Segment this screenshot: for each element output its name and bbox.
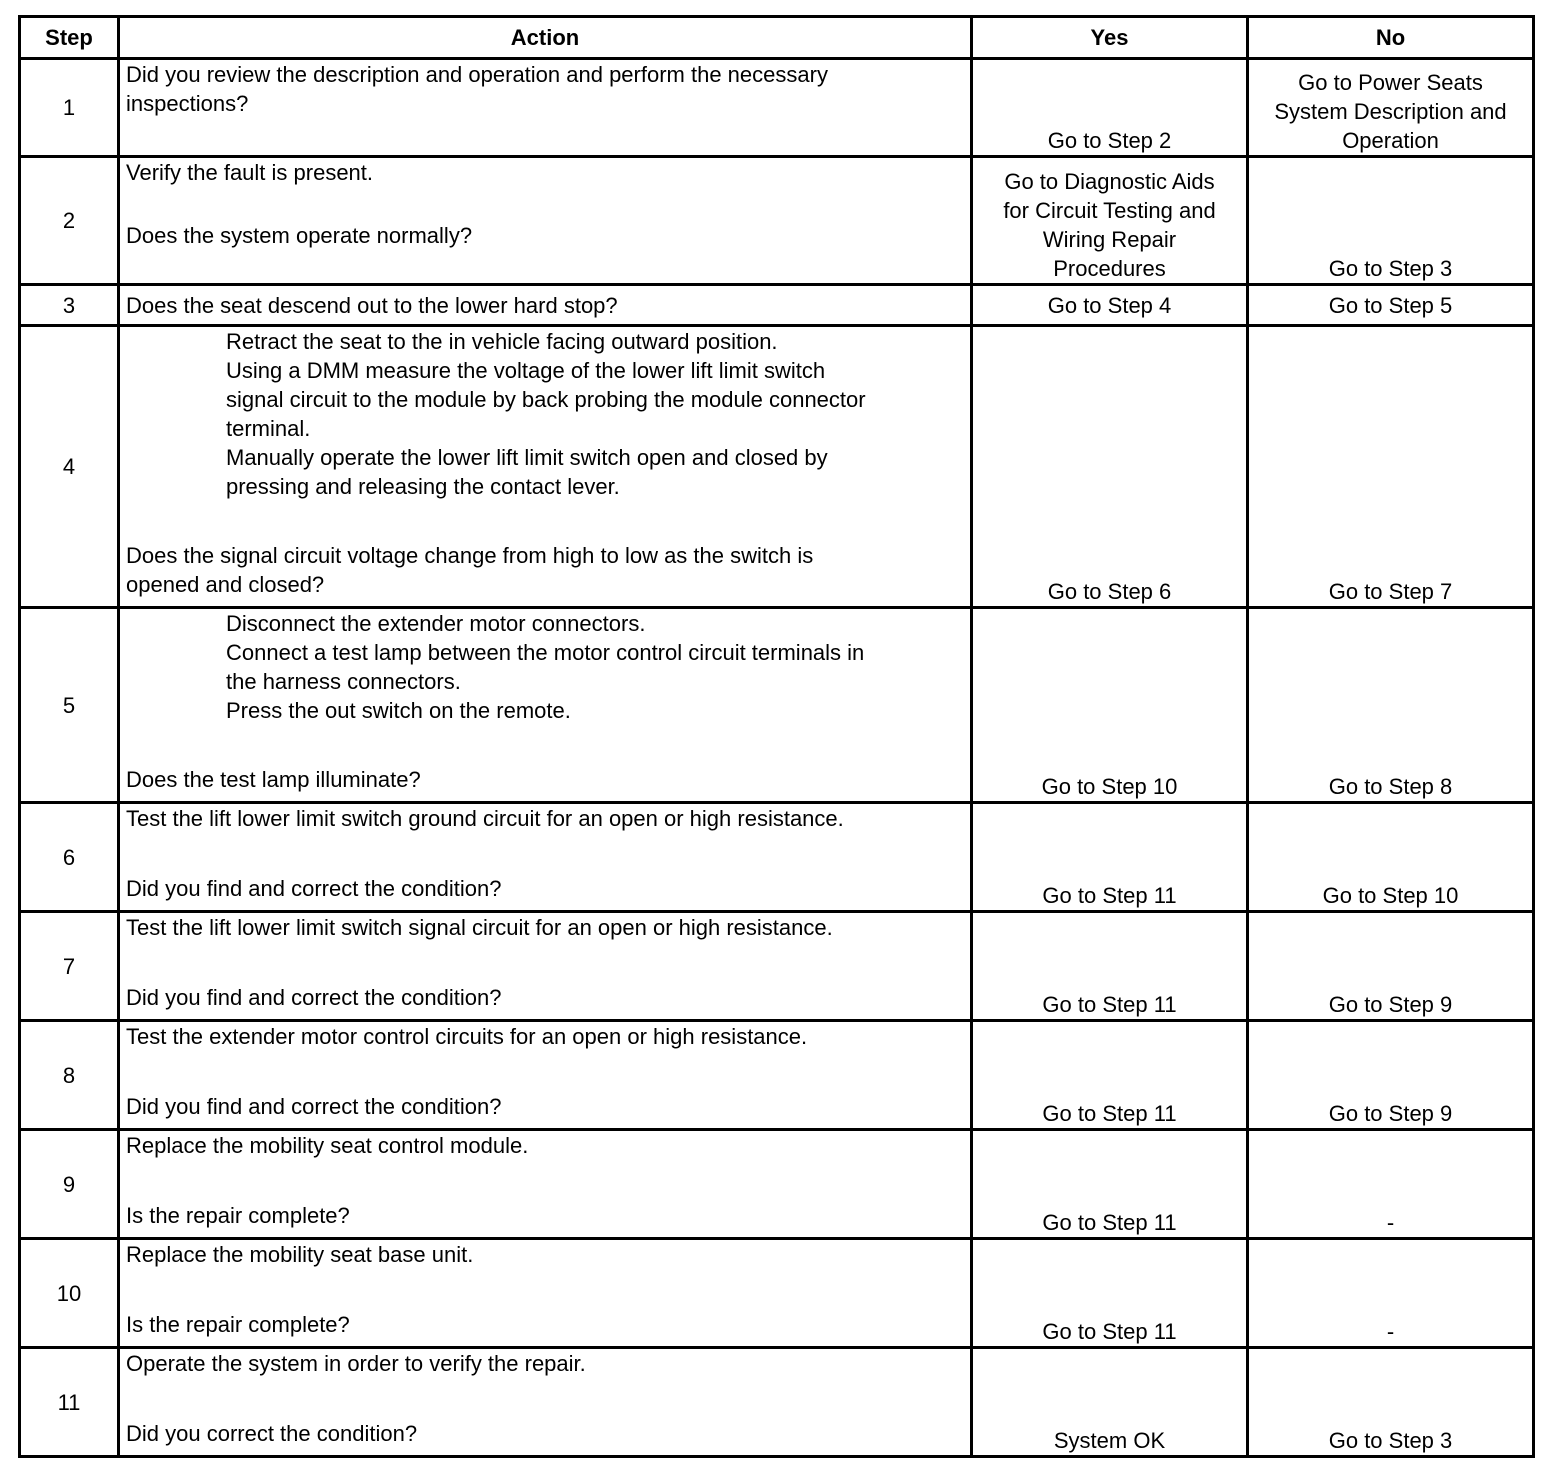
action-question: Did you find and correct the condition? (126, 1094, 502, 1119)
action-question: Did you correct the condition? (126, 1421, 418, 1446)
action-text: Test the lift lower limit switch signal circuit for an open or high resistance. (126, 915, 833, 940)
action-cell (119, 59, 972, 157)
no-text: Go to Step 3 (1328, 1428, 1453, 1453)
table-row (20, 285, 1534, 326)
step-number: 8 (20, 1021, 119, 1130)
action-question (126, 541, 964, 599)
no-text: Go to Step 9 (1328, 1101, 1453, 1126)
no-text: Operation (1342, 128, 1439, 153)
no-cell (1248, 1239, 1534, 1348)
action-text: Did you review the description and operation and perform the necessary (126, 62, 828, 87)
yes-text: Go to Step 10 (1041, 774, 1178, 799)
action-substep: pressing and releasing the contact lever. (226, 474, 620, 499)
no-cell (1248, 803, 1534, 912)
yes-cell (972, 1021, 1248, 1130)
yes-text: Go to Step 2 (1047, 128, 1172, 153)
yes-cell (972, 157, 1248, 285)
no-text: Go to Step 3 (1328, 256, 1453, 281)
action-substep: terminal. (226, 416, 311, 441)
action-text: Verify the fault is present. (126, 160, 374, 185)
yes-text: System OK (1053, 1428, 1166, 1453)
yes-text: Go to Step 4 (1047, 292, 1172, 318)
action-cell (119, 1130, 972, 1239)
step-number: 5 (20, 608, 119, 803)
action-cell (119, 326, 972, 608)
no-cell (1248, 157, 1534, 285)
table-row (20, 157, 1534, 285)
yes-cell (972, 285, 1248, 326)
action-substeps (126, 327, 964, 501)
action-substep: signal circuit to the module by back probing the module connector (226, 387, 866, 412)
step-number: 6 (20, 803, 119, 912)
action-substep: Manually operate the lower lift limit switch open and closed by (226, 445, 828, 470)
no-cell (1248, 912, 1534, 1021)
yes-text: Wiring Repair (1042, 227, 1177, 252)
yes-cell (972, 608, 1248, 803)
action-question: Does the test lamp illuminate? (126, 767, 421, 792)
action-cell (119, 1239, 972, 1348)
step-number: 2 (20, 157, 119, 285)
header-row (20, 17, 1534, 59)
table-row (20, 1239, 1534, 1348)
no-text: System Description and (1274, 99, 1507, 124)
yes-cell (972, 1239, 1248, 1348)
yes-cell (972, 1130, 1248, 1239)
yes-cell (972, 59, 1248, 157)
no-cell (1248, 608, 1534, 803)
diagnostic-table (18, 15, 1535, 1458)
action-substep: Press the out switch on the remote. (226, 698, 571, 723)
no-text: Go to Step 7 (1328, 579, 1453, 604)
yes-text: Go to Diagnostic Aids (1004, 169, 1215, 194)
no-cell (1248, 326, 1534, 608)
step-number: 10 (20, 1239, 119, 1348)
action-substep: Connect a test lamp between the motor control circuit terminals in (226, 640, 865, 665)
no-text: Go to Step 8 (1328, 774, 1453, 799)
header-step: Step (20, 17, 119, 59)
yes-cell (972, 1348, 1248, 1457)
table-row (20, 1021, 1534, 1130)
table-row (20, 608, 1534, 803)
action-text: Test the extender motor control circuits for an open or high resistance. (126, 1024, 808, 1049)
action-cell (119, 803, 972, 912)
action-cell (119, 608, 972, 803)
action-question-line: Does the signal circuit voltage change from high to low as the switch is (126, 543, 814, 568)
no-text: Go to Step 9 (1328, 992, 1453, 1017)
action-question: Is the repair complete? (126, 1203, 350, 1228)
yes-cell (972, 912, 1248, 1021)
step-number: 9 (20, 1130, 119, 1239)
no-cell (1248, 1348, 1534, 1457)
yes-text: Go to Step 11 (1042, 1319, 1177, 1344)
table-row (20, 803, 1534, 912)
yes-text: Go to Step 11 (1042, 992, 1177, 1017)
header-no: No (1248, 17, 1534, 59)
action-text: Does the seat descend out to the lower hard stop? (126, 292, 618, 318)
no-cell (1248, 1130, 1534, 1239)
yes-text: Go to Step 11 (1042, 883, 1177, 908)
table-row (20, 912, 1534, 1021)
action-substep: Disconnect the extender motor connectors. (226, 611, 646, 636)
action-cell (119, 912, 972, 1021)
action-text: Operate the system in order to verify the repair. (126, 1351, 586, 1376)
header-yes: Yes (972, 17, 1248, 59)
table-row (20, 1348, 1534, 1457)
action-substep: the harness connectors. (226, 669, 461, 694)
step-number: 3 (20, 285, 119, 326)
action-substep: Retract the seat to the in vehicle facing outward position. (226, 329, 778, 354)
action-text: inspections? (126, 91, 249, 116)
table-row (20, 326, 1534, 608)
action-question: Did you find and correct the condition? (126, 876, 502, 901)
action-cell (119, 285, 972, 326)
yes-text: Go to Step 11 (1042, 1210, 1177, 1235)
action-substeps (126, 609, 964, 725)
no-text: Go to Power Seats (1298, 70, 1483, 95)
yes-text: for Circuit Testing and (1003, 198, 1216, 223)
step-number: 4 (20, 326, 119, 608)
action-substep: Using a DMM measure the voltage of the lower lift limit switch (226, 358, 826, 383)
header-action: Action (119, 17, 972, 59)
action-text: Test the lift lower limit switch ground circuit for an open or high resistance. (126, 806, 844, 831)
yes-cell (972, 803, 1248, 912)
action-question: Is the repair complete? (126, 1312, 350, 1337)
no-text: Go to Step 5 (1328, 292, 1453, 318)
step-number: 11 (20, 1348, 119, 1457)
action-cell (119, 157, 972, 285)
yes-text: Go to Step 11 (1042, 1101, 1177, 1126)
yes-text: Go to Step 6 (1047, 579, 1172, 604)
action-question-line: opened and closed? (126, 572, 325, 597)
action-question: Does the system operate normally? (126, 223, 473, 248)
no-cell (1248, 59, 1534, 157)
table-row (20, 59, 1534, 157)
yes-cell (972, 326, 1248, 608)
action-text: Replace the mobility seat control module. (126, 1133, 529, 1158)
action-question: Did you find and correct the condition? (126, 985, 502, 1010)
table-row (20, 1130, 1534, 1239)
no-cell (1248, 285, 1534, 326)
action-cell (119, 1348, 972, 1457)
action-cell (119, 1021, 972, 1130)
step-number: 7 (20, 912, 119, 1021)
no-text: - (1386, 1210, 1395, 1235)
step-number: 1 (20, 59, 119, 157)
no-text: - (1386, 1319, 1395, 1344)
yes-text: Procedures (1053, 256, 1166, 281)
no-cell (1248, 1021, 1534, 1130)
no-text: Go to Step 10 (1322, 883, 1459, 908)
action-text: Replace the mobility seat base unit. (126, 1242, 474, 1267)
